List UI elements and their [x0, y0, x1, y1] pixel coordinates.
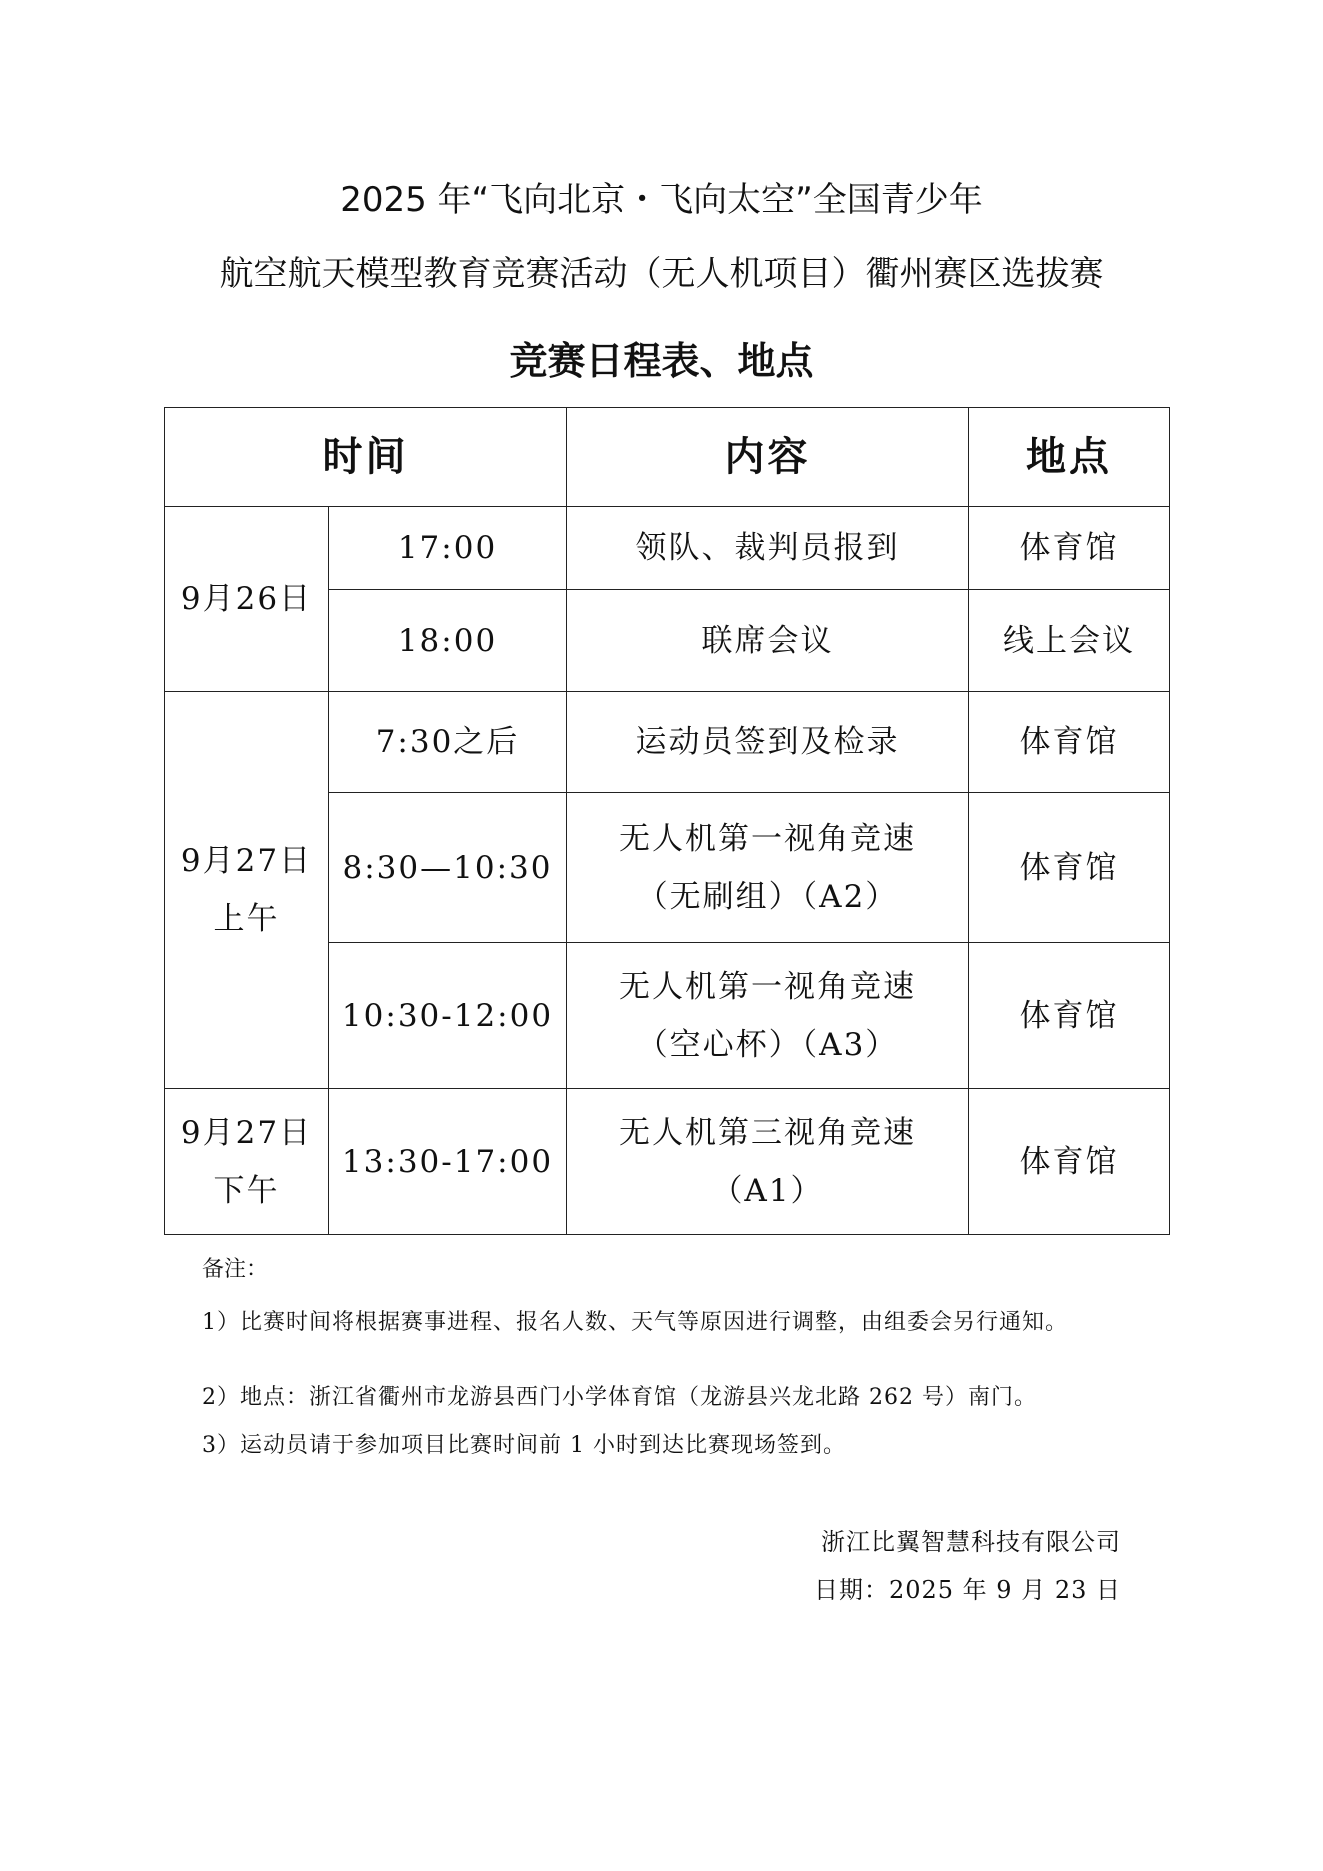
- content-cell: [567, 793, 969, 943]
- signature-date: 日期：2025 年 9 月 23 日: [813, 1576, 1121, 1604]
- content-line: 无人机第一视角竞速: [619, 820, 916, 857]
- header-content: 内容: [567, 408, 969, 507]
- content-line: （无刷组）（A2）: [636, 878, 899, 915]
- place-cell: 体育馆: [969, 1089, 1170, 1235]
- content-line: 无人机第三视角竞速: [619, 1114, 916, 1151]
- day-cell: 9月26日: [165, 507, 329, 692]
- schedule-table: [164, 407, 1170, 1235]
- day-cell: [165, 692, 329, 1089]
- header-place: 地点: [969, 408, 1170, 507]
- place-cell: 体育馆: [969, 692, 1170, 793]
- day-line: 9月27日: [180, 1114, 313, 1151]
- place-cell: 体育馆: [969, 793, 1170, 943]
- note-item: 1）比赛时间将根据赛事进程、报名人数、天气等原因进行调整，由组委会另行通知。: [202, 1310, 1068, 1335]
- table-header-row: [165, 408, 1170, 507]
- table-row: [165, 692, 1170, 793]
- company-signature: 浙江比翼智慧科技有限公司: [821, 1528, 1121, 1556]
- title-line-2: 航空航天模型教育竞赛活动（无人机项目）衢州赛区选拔赛: [219, 254, 1104, 294]
- day-line: 9月27日: [180, 843, 313, 879]
- table-row: [165, 1089, 1170, 1235]
- place-cell: 线上会议: [969, 590, 1170, 692]
- note-item: 3）运动员请于参加项目比赛时间前 1 小时到达比赛现场签到。: [202, 1433, 846, 1458]
- time-cell: 18:00: [329, 590, 567, 692]
- time-cell: 10:30-12:00: [329, 943, 567, 1089]
- day-period-line: 下午: [213, 1172, 280, 1209]
- day-period-line: 上午: [213, 901, 280, 937]
- place-cell: 体育馆: [969, 943, 1170, 1089]
- content-line: 无人机第一视角竞速: [619, 968, 916, 1005]
- content-cell: 联席会议: [567, 590, 969, 692]
- place-cell: 体育馆: [969, 507, 1170, 590]
- time-cell: 7:30之后: [329, 692, 567, 793]
- time-cell: 13:30-17:00: [329, 1089, 567, 1235]
- table-row: [165, 507, 1170, 590]
- title-line-1: 2025 年“飞向北京・飞向太空”全国青少年: [340, 180, 983, 220]
- content-line: （空心杯）（A3）: [636, 1026, 899, 1063]
- content-cell: [567, 1089, 969, 1235]
- content-cell: [567, 943, 969, 1089]
- day-cell: [165, 1089, 329, 1235]
- notes-label: 备注：: [202, 1257, 269, 1282]
- note-item: 2）地点：浙江省衢州市龙游县西门小学体育馆（龙游县兴龙北路 262 号）南门。: [202, 1385, 1037, 1410]
- content-line: （A1）: [711, 1172, 824, 1209]
- time-cell: 17:00: [329, 507, 567, 590]
- schedule-subtitle: 竞赛日程表、地点: [509, 339, 814, 383]
- header-time: 时间: [165, 408, 567, 507]
- content-cell: 领队、裁判员报到: [567, 507, 969, 590]
- time-cell: 8:30—10:30: [329, 793, 567, 943]
- content-cell: 运动员签到及检录: [567, 692, 969, 793]
